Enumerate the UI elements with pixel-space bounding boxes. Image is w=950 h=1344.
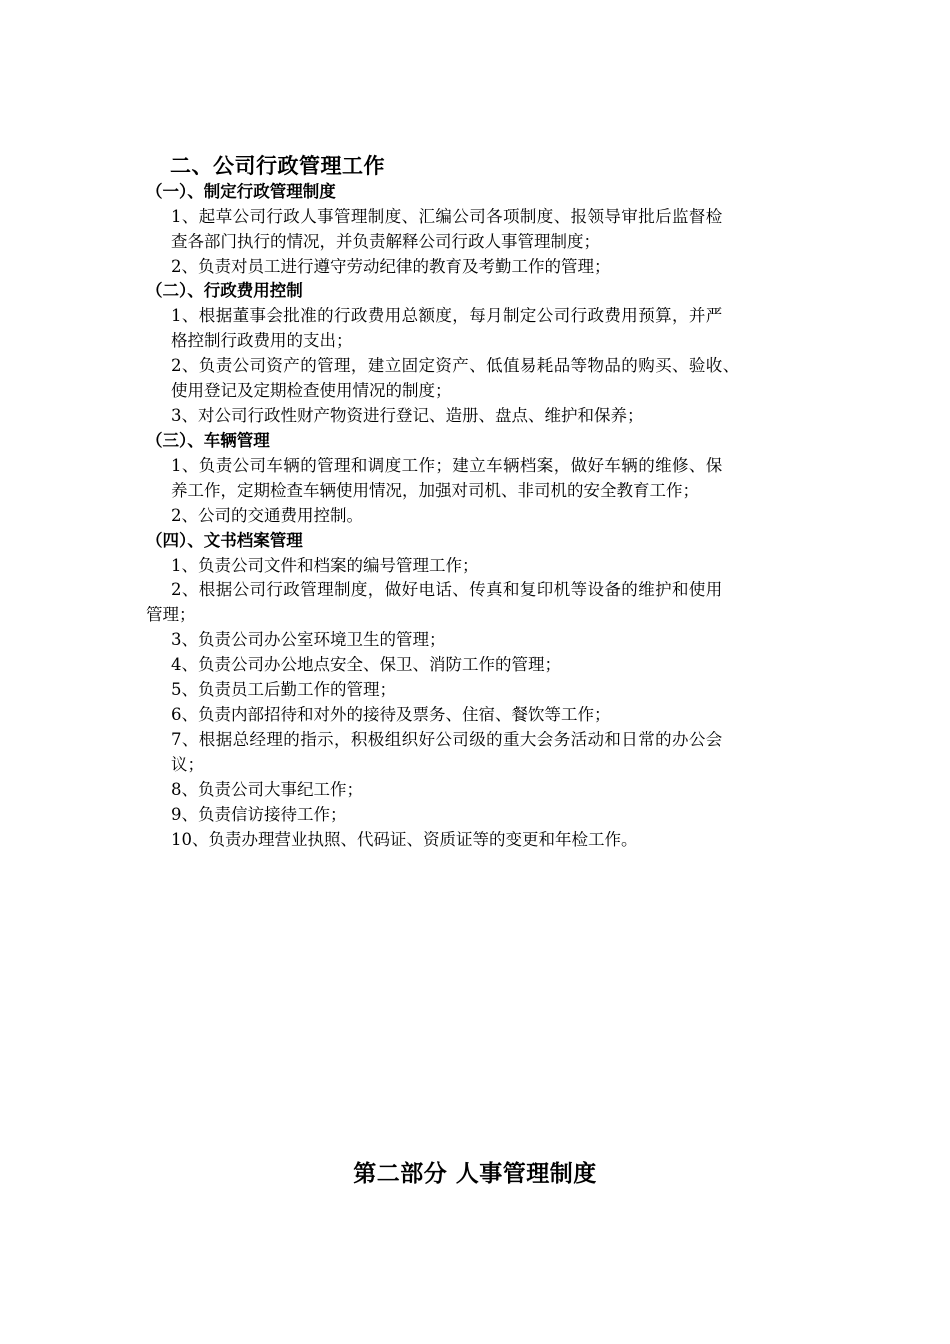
paragraph-line: 养工作，定期检查车辆使用情况，加强对司机、非司机的安全教育工作；	[171, 481, 699, 500]
paragraph-line: 议；	[171, 755, 204, 774]
paragraph-line: 6、负责内部招待和对外的接待及票务、住宿、餐饮等工作；	[171, 705, 611, 724]
section-title-1: （一）、制定行政管理制度	[146, 182, 336, 201]
paragraph-line: 2、负责公司资产的管理，建立固定资产、低值易耗品等物品的购买、验收、	[171, 356, 740, 375]
paragraph-line: 2、公司的交通费用控制。	[171, 506, 363, 525]
paragraph-line: 2、根据公司行政管理制度，做好电话、传真和复印机等设备的维护和使用	[171, 580, 723, 599]
part-title: 第二部分 人事管理制度	[353, 1161, 597, 1187]
paragraph-line: 3、负责公司办公室环境卫生的管理；	[171, 630, 446, 649]
paragraph-line: 9、负责信访接待工作；	[171, 805, 347, 824]
paragraph-line: 8、负责公司大事纪工作；	[171, 780, 363, 799]
section-title-4: （四）、文书档案管理	[146, 531, 303, 550]
paragraph-line: 1、负责公司文件和档案的编号管理工作；	[171, 556, 479, 575]
paragraph-line: 10、负责办理营业执照、代码证、资质证等的变更和年检工作。	[171, 830, 638, 849]
paragraph-line: 格控制行政费用的支出；	[171, 331, 353, 350]
paragraph-line: 4、负责公司办公地点安全、保卫、消防工作的管理；	[171, 655, 561, 674]
paragraph-line: 管理；	[146, 605, 196, 624]
paragraph-line: 1、根据董事会批准的行政费用总额度，每月制定公司行政费用预算，并严	[171, 306, 723, 325]
paragraph-line: 1、起草公司行政人事管理制度、汇编公司各项制度、报领导审批后监督检	[171, 207, 723, 226]
section-title-2: （二）、行政费用控制	[146, 281, 303, 300]
paragraph-line: 5、负责员工后勤工作的管理；	[171, 680, 396, 699]
chapter-heading: 二、公司行政管理工作	[170, 154, 385, 178]
paragraph-line: 查各部门执行的情况，并负责解释公司行政人事管理制度；	[171, 232, 600, 251]
paragraph-line: 7、根据总经理的指示，积极组织好公司级的重大会务活动和日常的办公会	[171, 730, 723, 749]
paragraph-line: 使用登记及定期检查使用情况的制度；	[171, 381, 452, 400]
paragraph-line: 1、负责公司车辆的管理和调度工作；建立车辆档案，做好车辆的维修、保	[171, 456, 723, 475]
paragraph-line: 2、负责对员工进行遵守劳动纪律的教育及考勤工作的管理；	[171, 257, 611, 276]
paragraph-line: 3、对公司行政性财产物资进行登记、造册、盘点、维护和保养；	[171, 406, 644, 425]
section-title-3: （三）、车辆管理	[146, 431, 270, 450]
